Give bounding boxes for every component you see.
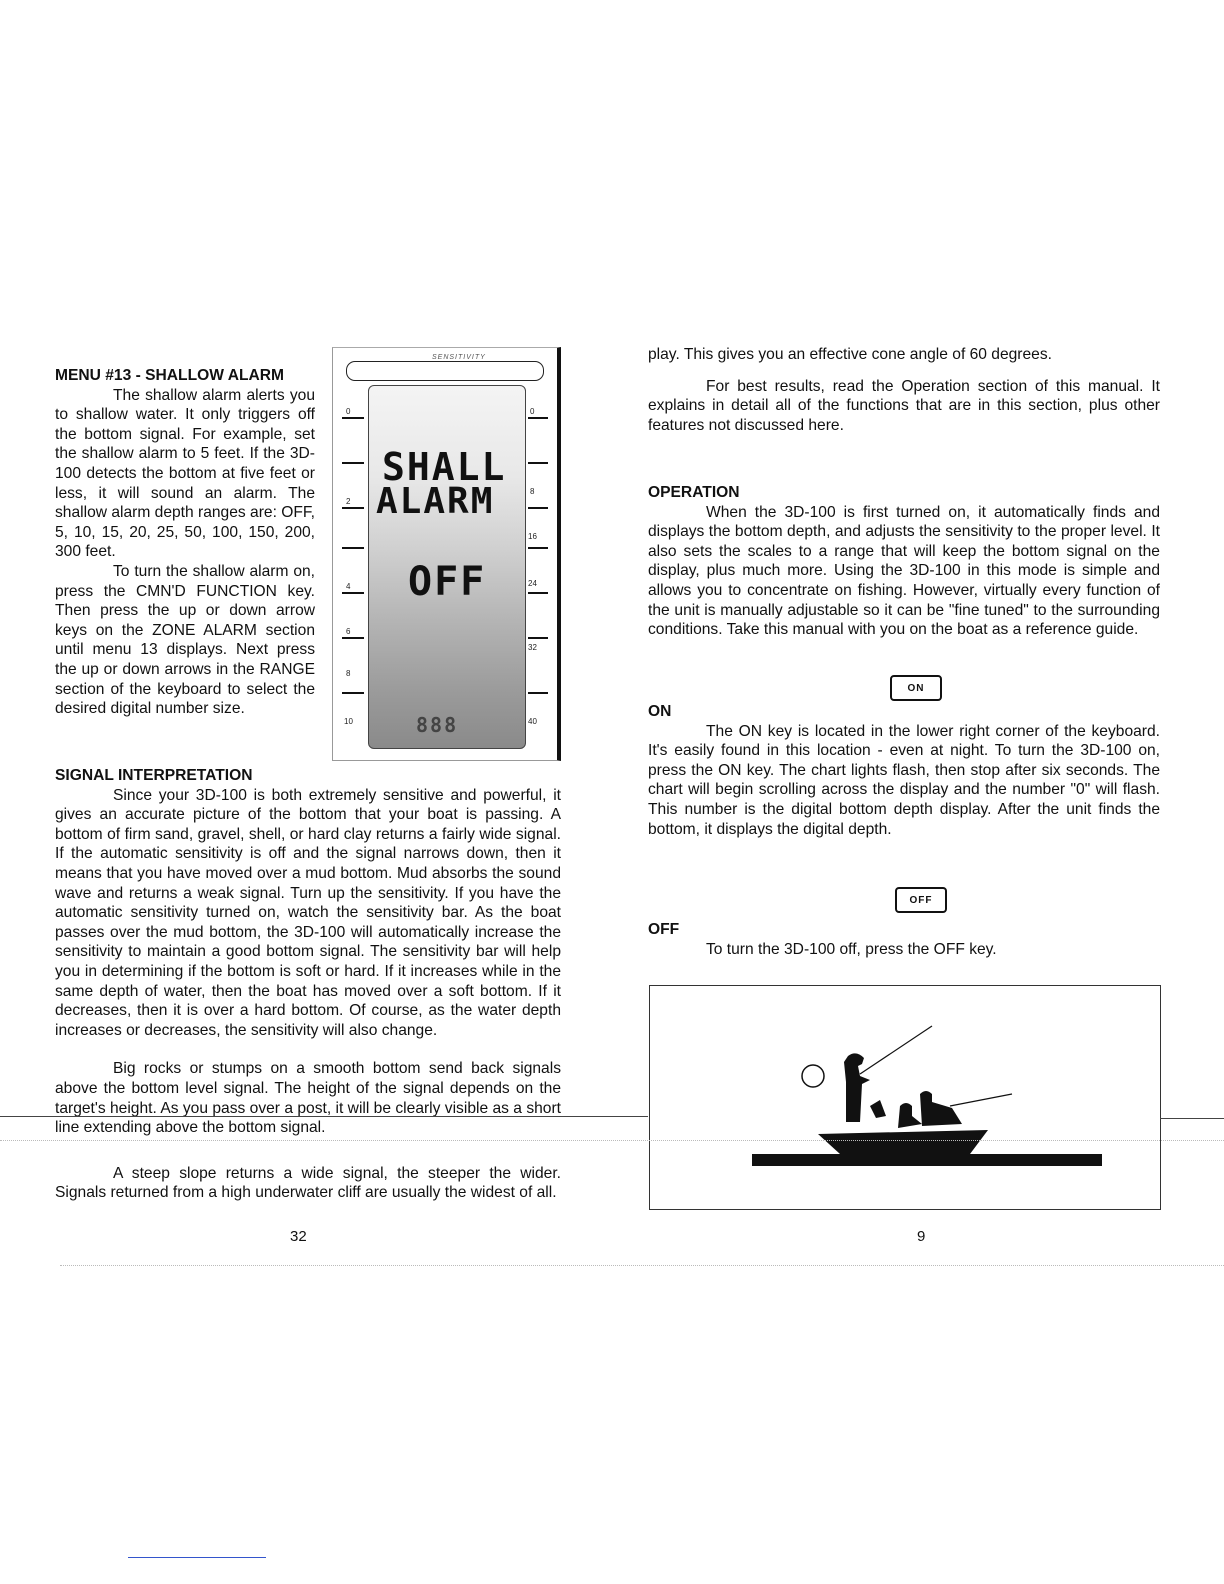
off-heading: OFF	[648, 921, 680, 938]
left-scale-label: 6	[346, 627, 351, 636]
on-paragraph: The ON key is located in the lower right corner of the keyboard. It's easily found in this location - even at night. To turn the 3D-100 on, press the ON key. The chart lights flash, then stop after six seconds. The chart will begin scrolling across the display and the number "0" will flash. This number is the digital bottom depth display. After the unit finds the bottom, it displays the digital depth.	[648, 722, 1160, 838]
lcd-line-shall: SHALL	[382, 445, 507, 489]
lcd-digits: 888	[416, 713, 459, 737]
off-section	[648, 920, 1160, 959]
scan-dotted-line	[60, 1265, 1224, 1266]
fishing-rod-1	[860, 1026, 932, 1074]
right-scale-tick	[528, 417, 548, 419]
signal-paragraph-3: A steep slope returns a wide signal, the steeper the wider. Signals returned from a high underwater cliff are usually the widest of all.	[55, 1164, 561, 1202]
right-scale-tick	[528, 462, 548, 464]
menu13-section	[55, 366, 315, 719]
right-scale-label: 32	[528, 643, 537, 652]
sensitivity-bar	[346, 361, 544, 381]
signal-paragraph-2: Big rocks or stumps on a smooth bottom send back signals above the bottom level signal. The height of the signal depends on the target's height. As you pass over a post, it will be clearly visible as a short line extending above the bottom signal.	[55, 1060, 561, 1137]
left-scale-tick	[342, 592, 364, 594]
operation-heading: OPERATION	[648, 484, 740, 501]
fishing-boat-illustration	[649, 985, 1161, 1210]
signal-heading: SIGNAL INTERPRETATION	[55, 767, 253, 784]
left-scale-tick	[342, 692, 364, 694]
right-scale-tick	[528, 692, 548, 694]
lcd-line-alarm: ALARM	[376, 481, 495, 522]
left-scale-tick	[342, 637, 364, 639]
left-scale-label: 2	[346, 497, 351, 506]
left-scale-label: 8	[346, 669, 351, 678]
operation-section	[648, 483, 1160, 640]
scan-dotted-line	[0, 1140, 1224, 1141]
boat-silhouette-svg	[650, 986, 1160, 1209]
seated-angler-icon	[920, 1091, 962, 1126]
water-line	[752, 1154, 1102, 1166]
signal-paragraph-1: Since your 3D-100 is both extremely sensitive and powerful, it gives an accurate picture of the bottom that your boat is passing. A bottom of firm sand, gravel, shell, or hard clay returns a fairly wide signal. If the automatic sensitivity is off and the signal narrows down, then it means that you have moved over a mud bottom. Mud absorbs the sound wave and returns a weak signal. Turn up the sensitivity. If you have the automatic sensitivity turned on, watch the sensitivity bar. As the boat passes over the mud bottom, the 3D-100 will automatically increase the sensitivity to maintain a good bottom signal. The sensitivity bar will help you in determining if the bottom is soft or hard. If it increases while in the same depth of water, then the boat has moved over a soft bottom. If it decreases, then it is over a hard bottom. Of course, as the water depth increases or decreases, the sensitivity will also change.	[55, 786, 561, 1039]
left-scale-tick	[342, 462, 364, 464]
left-scale-label: 0	[346, 407, 351, 416]
child-angler-icon	[898, 1103, 922, 1128]
left-scale-tick	[342, 507, 364, 509]
scan-line	[0, 1116, 648, 1117]
standing-angler-icon	[844, 1053, 870, 1122]
menu13-paragraph-2: To turn the shallow alarm on, press the CMN'D FUNCTION key. Then press the up or down arrow keys on the ZONE ALARM section until menu 13 displays. Next press the up or down arrows in the RANGE section of the keyboard to select the desired digital number size.	[55, 562, 315, 718]
boat-hull-icon	[818, 1130, 988, 1154]
signal-section	[55, 766, 561, 1203]
left-scale-tick	[342, 547, 364, 549]
lcd-line-off: OFF	[408, 559, 487, 605]
right-scale-label: 0	[530, 407, 535, 416]
left-scale-tick	[342, 417, 364, 419]
right-scale-tick	[528, 547, 548, 549]
operation-paragraph: When the 3D-100 is first turned on, it automatically finds and displays the bottom depth, and adjusts the sensitivity to the proper level. It also sets the scales to a range that will keep the bottom signal on the display, plus much more. Using the 3D-100 in this mode is simple and allows you to concentrate on fishing. However, virtually every function of the unit is manually adjustable so it can be "fine tuned" to the surrounding conditions. Take this manual with you on the boat as a reference guide.	[648, 503, 1160, 639]
right-page-number: 9	[917, 1228, 926, 1245]
left-page-number: 32	[290, 1228, 307, 1245]
intro-paragraph-2: For best results, read the Operation section of this manual. It explains in detail all of the functions that are in this section, plus other features not discussed here.	[648, 377, 1160, 434]
right-scale-tick	[528, 592, 548, 594]
right-scale-label: 24	[528, 579, 537, 588]
link-underline	[128, 1557, 266, 1558]
right-scale-label: 40	[528, 717, 537, 726]
fishing-rod-2	[950, 1094, 1012, 1106]
menu13-paragraph-1: The shallow alarm alerts you to shallow water. It only triggers off the bottom signal. For example, set the shallow alarm to 5 feet. If the 3D-100 detects the bottom at five feet or less, it will sound an alarm. The shallow alarm depth ranges are: OFF, 5, 10, 15, 20, 25, 50, 100, 150, 200, 300 feet.	[55, 386, 316, 561]
scan-line	[1160, 1118, 1224, 1119]
off-key-icon: OFF	[895, 887, 947, 913]
seat-icon	[870, 1100, 886, 1118]
intro-section	[648, 345, 1160, 435]
on-key-icon: ON	[890, 675, 942, 701]
right-scale-tick	[528, 637, 548, 639]
menu13-heading: MENU #13 - SHALLOW ALARM	[55, 367, 284, 384]
left-scale-label: 10	[344, 717, 353, 726]
intro-paragraph-1: play. This gives you an effective cone angle of 60 degrees.	[648, 346, 1052, 363]
right-scale-label: 8	[530, 487, 535, 496]
shallow-alarm-display-figure	[332, 347, 560, 762]
sensitivity-label: SENSITIVITY	[432, 354, 486, 361]
off-paragraph: To turn the 3D-100 off, press the OFF key.	[706, 940, 997, 958]
on-section	[648, 702, 1160, 839]
right-scale-tick	[528, 507, 548, 509]
right-scale-label: 16	[528, 532, 537, 541]
sun-icon	[802, 1065, 824, 1087]
on-heading: ON	[648, 703, 672, 720]
left-scale-label: 4	[346, 582, 351, 591]
